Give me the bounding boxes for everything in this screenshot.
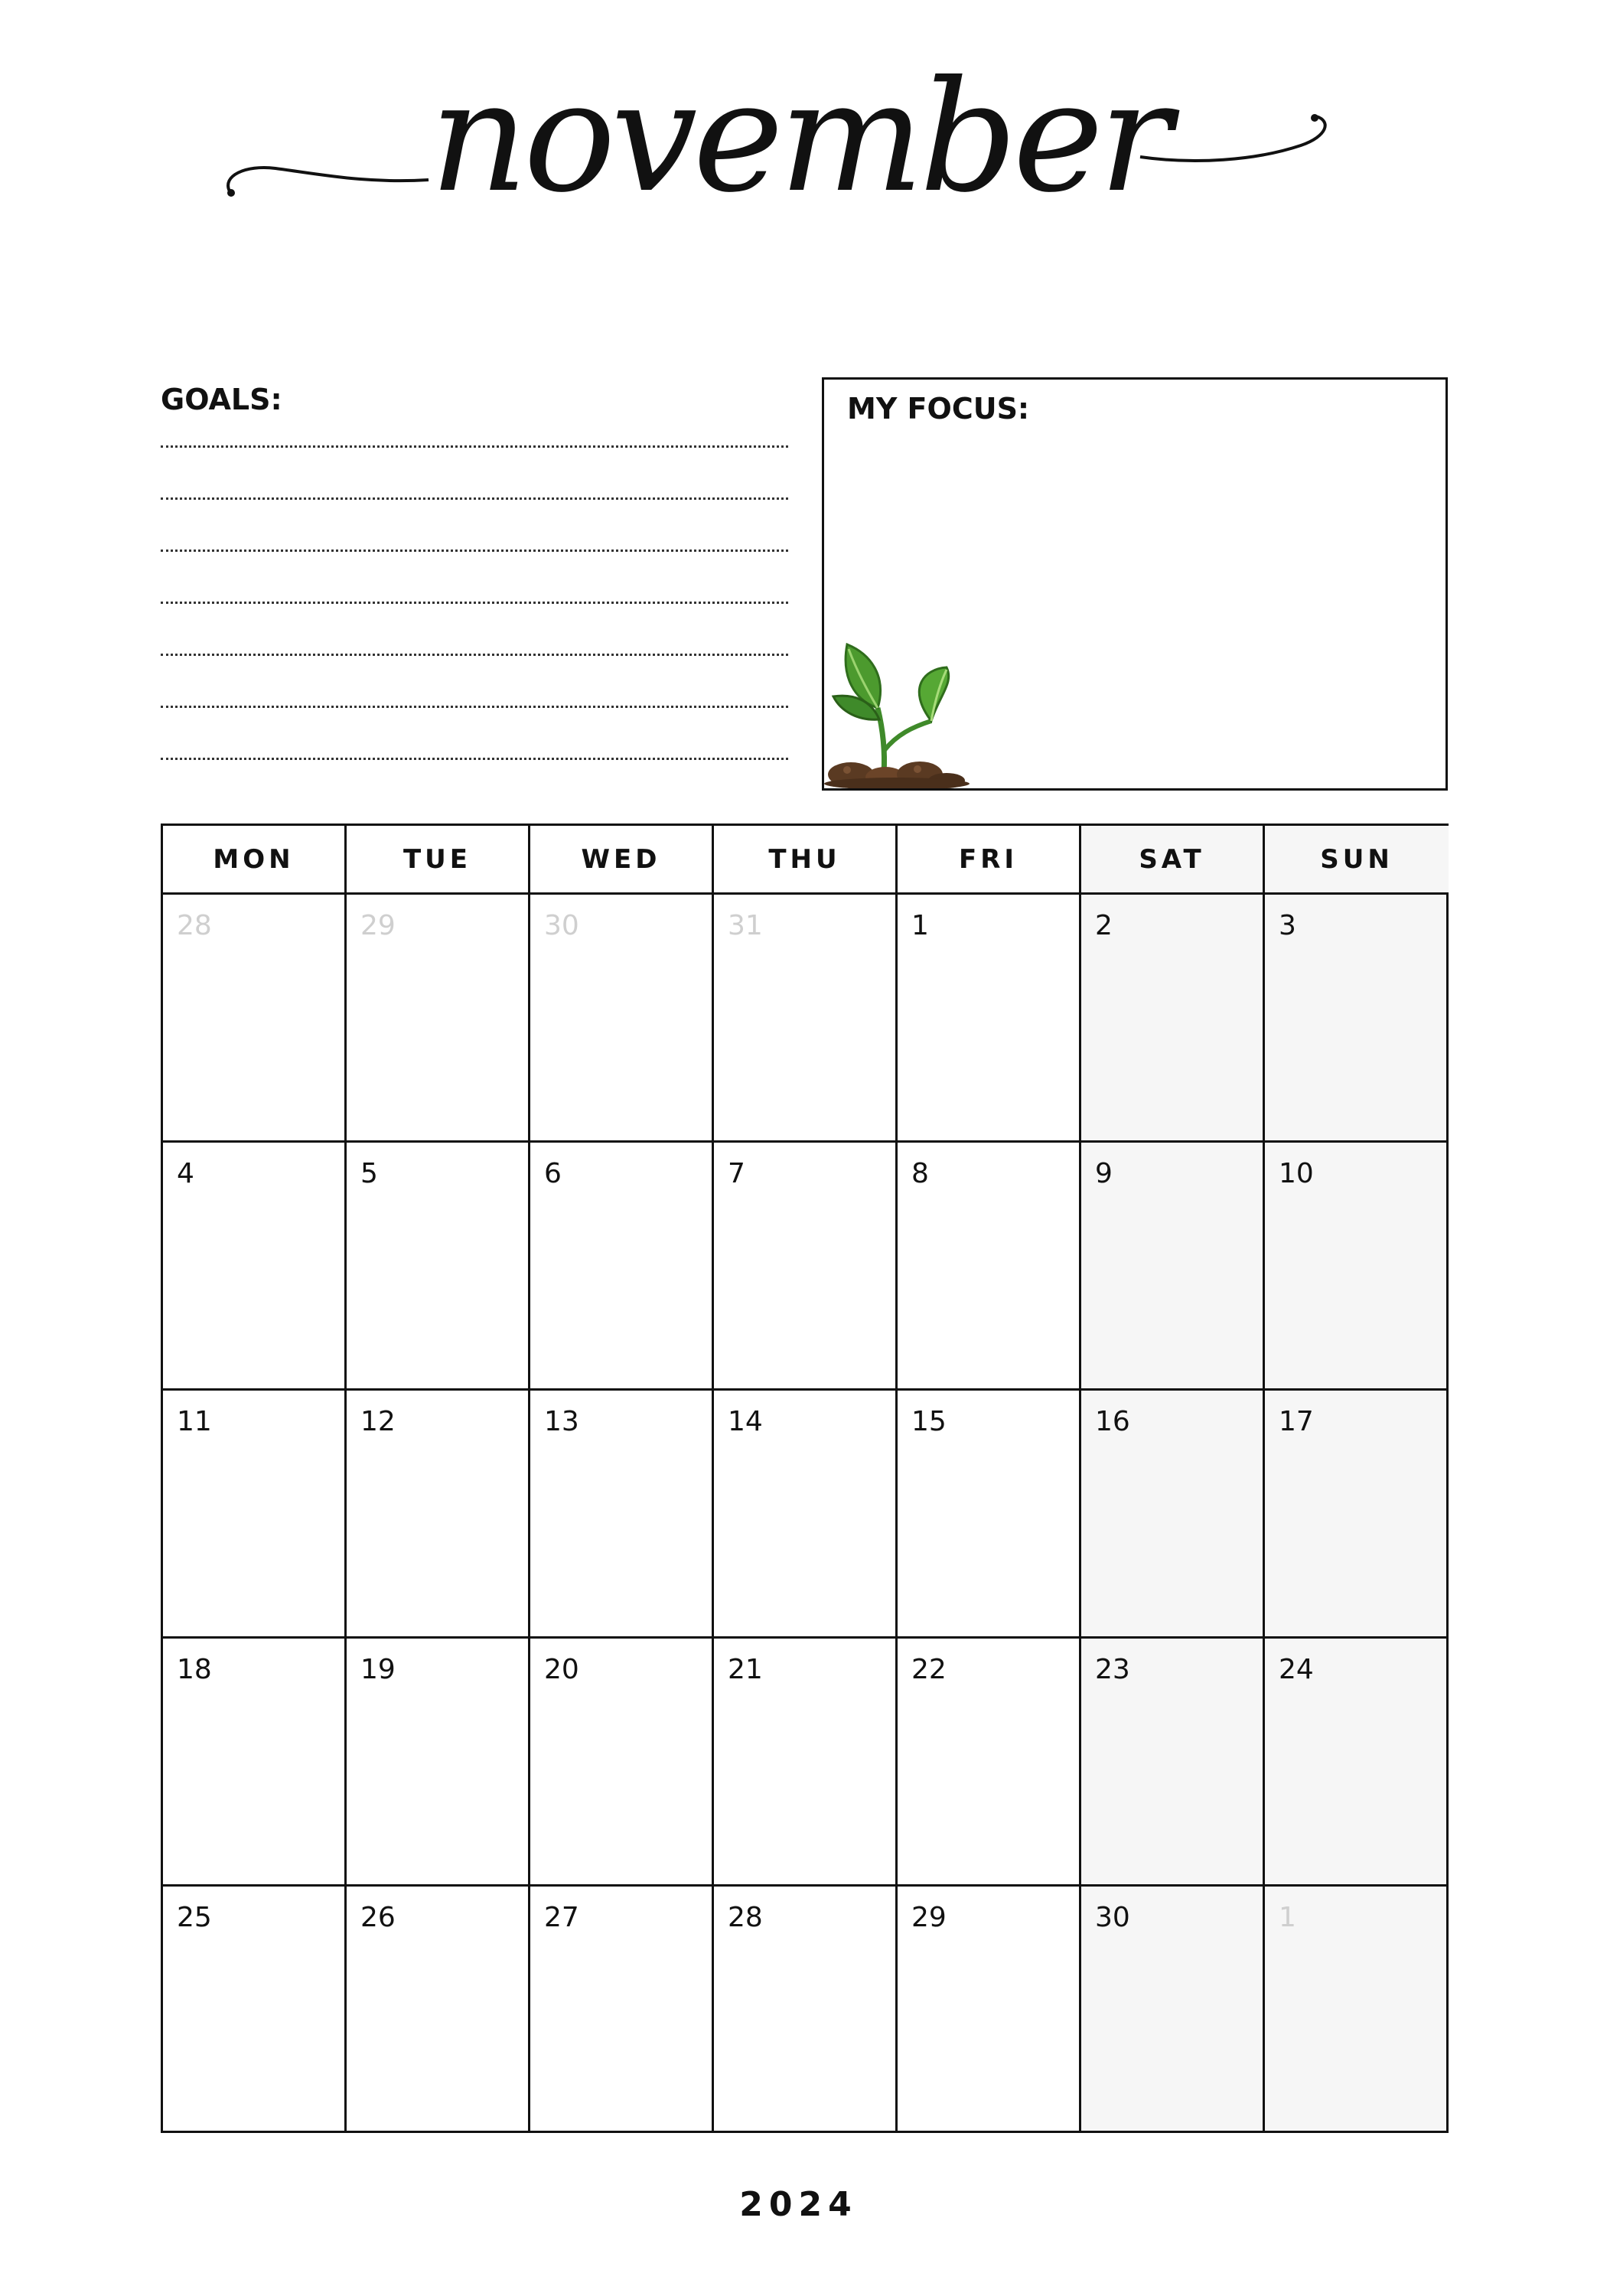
day-cell[interactable] [1081,1887,1265,2131]
goal-line[interactable] [161,497,788,500]
day-cell[interactable] [898,1887,1081,2131]
goal-line[interactable] [161,654,788,656]
day-cell[interactable] [347,1639,530,1887]
month-script-text: november [429,48,1168,227]
day-cell[interactable] [1265,1143,1446,1391]
day-number: 10 [1279,1158,1314,1189]
weekday-header-tue: TUE [347,826,530,895]
month-title [0,31,1597,260]
day-number: 8 [911,1158,929,1189]
day-cell[interactable] [1265,895,1446,1143]
day-number: 22 [911,1654,947,1685]
day-number: 3 [1279,910,1296,941]
day-cell[interactable] [530,1887,714,2131]
goal-line[interactable] [161,758,788,760]
day-number: 1 [911,910,929,941]
day-number: 15 [911,1406,947,1437]
goal-line[interactable] [161,445,788,448]
day-number: 5 [360,1158,378,1189]
day-cell[interactable] [1265,1639,1446,1887]
day-cell[interactable] [714,1887,898,2131]
day-number: 13 [544,1406,579,1437]
year-label: 2024 [739,2185,858,2224]
day-number: 29 [911,1902,947,1933]
day-cell[interactable] [898,1391,1081,1639]
day-cell[interactable] [1265,1887,1446,2131]
day-cell[interactable] [530,1143,714,1391]
day-number: 29 [360,910,396,941]
day-cell[interactable] [898,1639,1081,1887]
weekday-header-wed: WED [530,826,714,895]
day-number: 4 [177,1158,194,1189]
weekday-header-mon: MON [163,826,347,895]
day-cell[interactable] [1081,895,1265,1143]
day-cell[interactable] [347,1887,530,2131]
day-cell[interactable] [898,895,1081,1143]
day-cell[interactable] [530,895,714,1143]
day-number: 14 [728,1406,763,1437]
weekday-header-sun: SUN [1265,826,1449,895]
day-cell[interactable] [898,1143,1081,1391]
weekday-header-thu: THU [714,826,898,895]
day-cell[interactable] [1081,1639,1265,1887]
day-number: 12 [360,1406,396,1437]
day-number: 28 [728,1902,763,1933]
goals-label: GOALS: [161,383,282,416]
day-number: 20 [544,1654,579,1685]
day-cell[interactable] [163,895,347,1143]
focus-box[interactable] [822,377,1448,791]
day-number: 7 [728,1158,745,1189]
day-cell[interactable] [347,1391,530,1639]
day-number: 16 [1095,1406,1130,1437]
day-cell[interactable] [1081,1391,1265,1639]
day-cell[interactable] [163,1639,347,1887]
day-cell[interactable] [714,1639,898,1887]
day-cell[interactable] [714,1143,898,1391]
day-cell[interactable] [347,895,530,1143]
goals-section [161,383,788,416]
day-number: 6 [544,1158,562,1189]
day-cell[interactable] [714,1391,898,1639]
day-number: 17 [1279,1406,1314,1437]
day-number: 2 [1095,910,1113,941]
day-number: 19 [360,1654,396,1685]
day-number: 30 [1095,1902,1130,1933]
day-cell[interactable] [530,1391,714,1639]
day-cell[interactable] [163,1143,347,1391]
day-cell[interactable] [1081,1143,1265,1391]
day-cell[interactable] [163,1887,347,2131]
weekday-header-fri: FRI [898,826,1081,895]
focus-label: MY FOCUS: [847,392,1030,426]
day-number: 24 [1279,1654,1314,1685]
weekday-header-sat: SAT [1081,826,1265,895]
day-number: 11 [177,1406,212,1437]
calendar-grid [161,823,1449,2133]
goal-line[interactable] [161,550,788,552]
goal-line[interactable] [161,602,788,604]
day-cell[interactable] [1265,1391,1446,1639]
day-number: 18 [177,1654,212,1685]
day-number: 9 [1095,1158,1113,1189]
day-number: 30 [544,910,579,941]
sprout-icon [824,635,970,788]
day-cell[interactable] [714,895,898,1143]
day-number: 21 [728,1654,763,1685]
day-cell[interactable] [530,1639,714,1887]
goal-line[interactable] [161,706,788,708]
day-number: 28 [177,910,212,941]
day-number: 1 [1279,1902,1296,1933]
day-number: 27 [544,1902,579,1933]
day-number: 31 [728,910,763,941]
day-cell[interactable] [163,1391,347,1639]
day-cell[interactable] [347,1143,530,1391]
day-number: 26 [360,1902,396,1933]
day-number: 25 [177,1902,212,1933]
day-number: 23 [1095,1654,1130,1685]
